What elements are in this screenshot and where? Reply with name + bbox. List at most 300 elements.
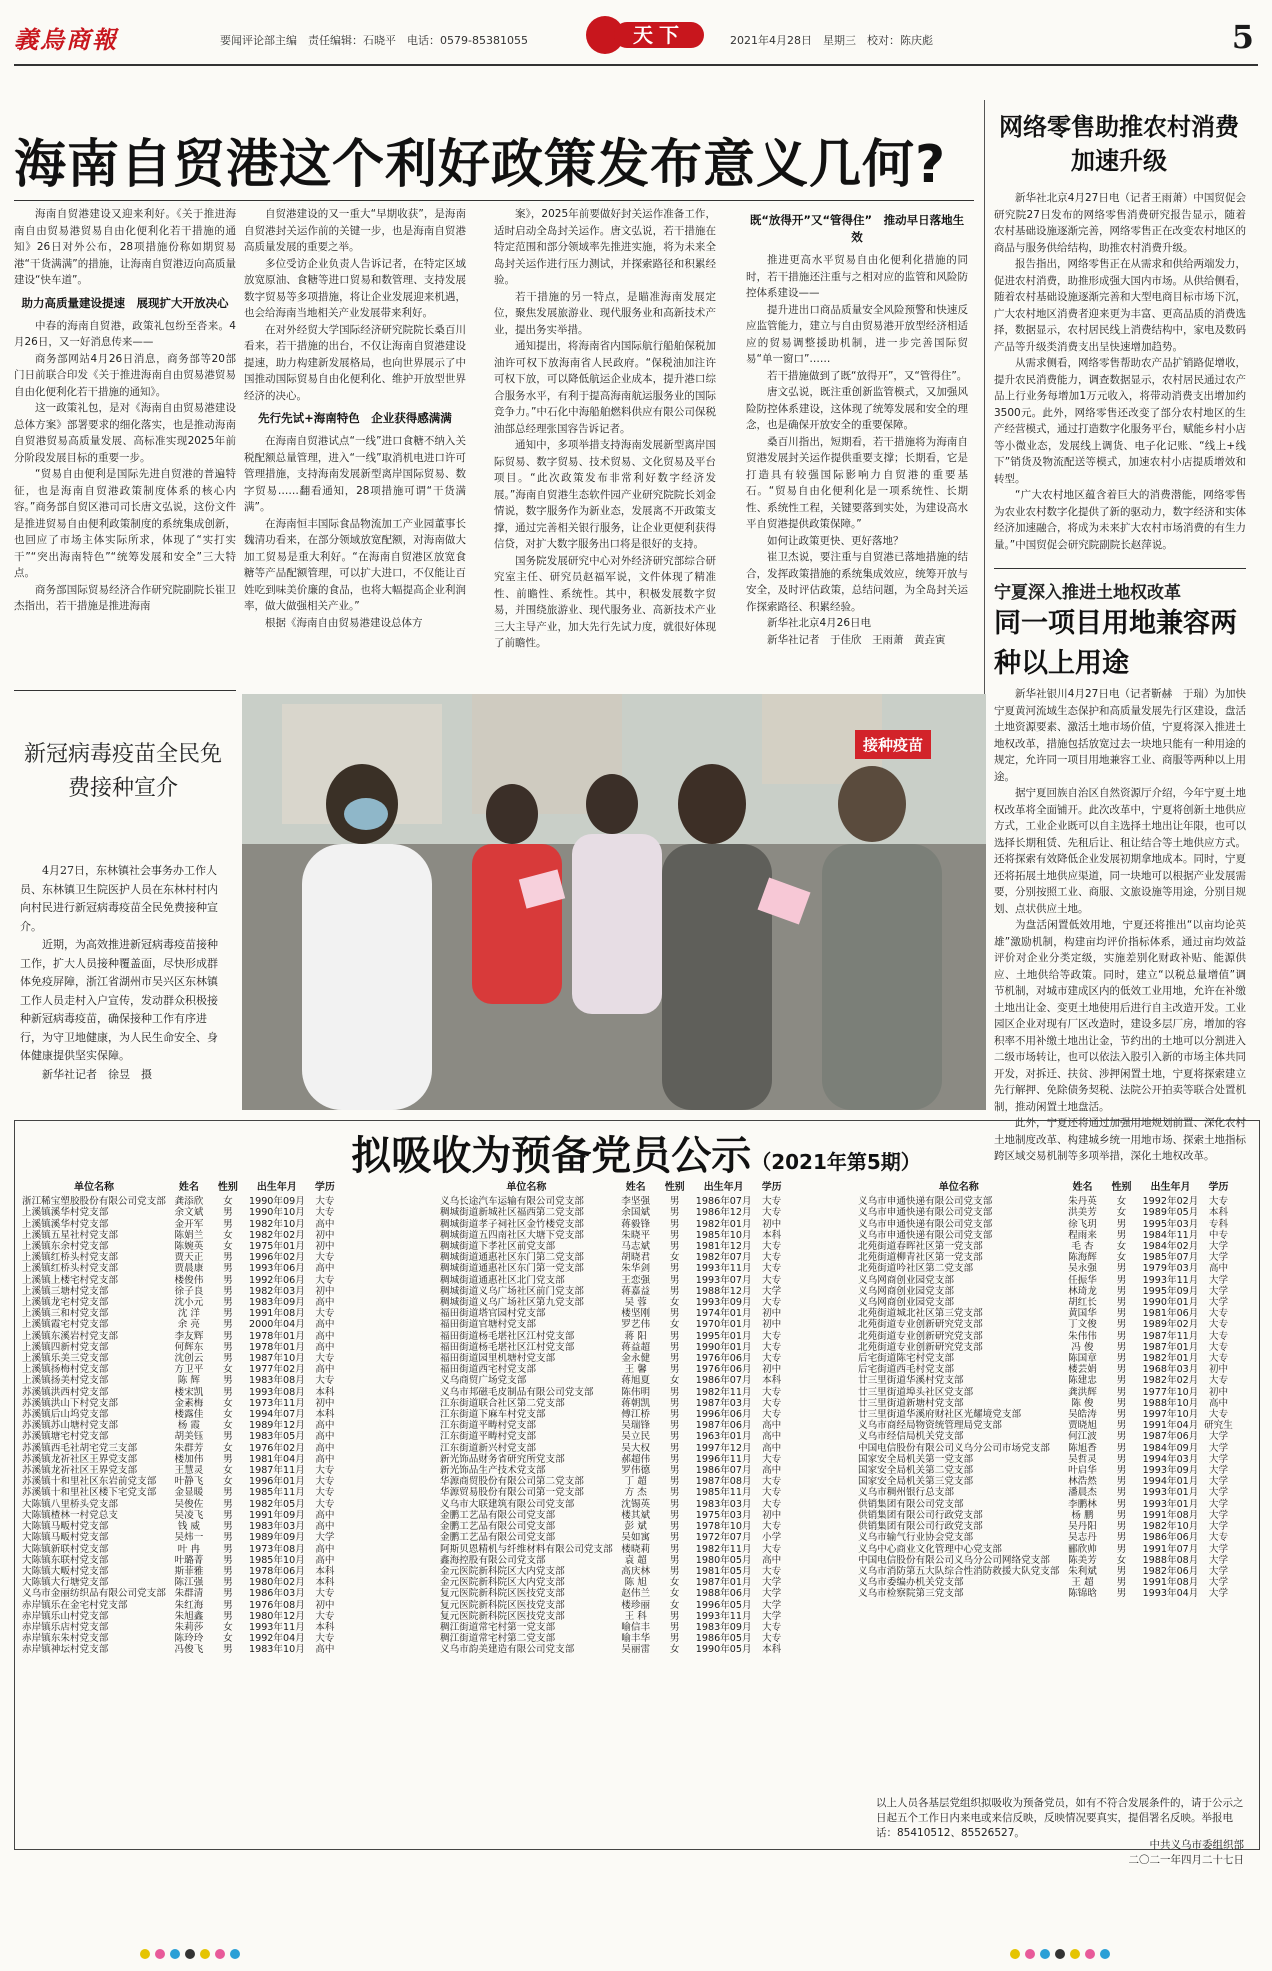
table-cell: 大学 bbox=[1208, 1453, 1229, 1465]
table-cell: 1978年06月 bbox=[249, 1565, 305, 1577]
table-cell: 陈国章 bbox=[1068, 1353, 1097, 1365]
table-cell: 男 bbox=[1116, 1498, 1127, 1510]
lead-column-3 bbox=[494, 206, 716, 686]
table-row bbox=[440, 1196, 787, 1207]
table-cell: 1985年07月 bbox=[1142, 1252, 1199, 1264]
table-cell: 1992年02月 bbox=[1142, 1196, 1199, 1208]
table-cell: 1982年10月 bbox=[1142, 1521, 1199, 1533]
table-cell: 大专 bbox=[762, 1274, 782, 1286]
table-cell: 男 bbox=[1116, 1453, 1127, 1465]
table-cell: 男 bbox=[669, 1521, 680, 1533]
table-cell: 上溪镇上楼宅村党支部 bbox=[22, 1274, 118, 1286]
table-cell: 大专 bbox=[762, 1252, 782, 1264]
table-cell: 高中 bbox=[315, 1420, 335, 1432]
table-row bbox=[22, 1353, 340, 1364]
table-cell: 1982年01月 bbox=[1142, 1353, 1199, 1365]
table-cell: 男 bbox=[669, 1565, 680, 1577]
table-row bbox=[858, 1353, 1233, 1364]
table-cell: 男 bbox=[1116, 1577, 1127, 1589]
table-cell: 男 bbox=[223, 1577, 233, 1589]
table-row bbox=[22, 1241, 340, 1252]
column-header: 姓名 bbox=[178, 1182, 199, 1193]
table-row bbox=[858, 1196, 1233, 1207]
table-cell: 大学 bbox=[315, 1532, 335, 1544]
table-cell: 楼珍丽 bbox=[621, 1599, 651, 1611]
table-cell: 朱旭鑫 bbox=[174, 1610, 204, 1622]
table-cell: 复元医院新科院区医技党支部 bbox=[440, 1588, 565, 1600]
table-cell: 男 bbox=[669, 1241, 680, 1253]
table-cell: 吴丽雷 bbox=[621, 1644, 651, 1656]
table-cell: 大专 bbox=[762, 1397, 782, 1409]
table-cell: 研究生 bbox=[1204, 1420, 1233, 1432]
paragraph: 新华社银川4月27日电（记者靳赫 于瑞）为加快宁夏黄河流域生态保护和高质量发展先行区建设，盘活土地资源要素、激活土地市场价值，宁夏将深入推进土地权改革，措施包括放宽过去一块地只能有一种用途的规定，允许同一项目用地兼容工业、商服等两种以上用途。 bbox=[994, 688, 1246, 783]
table-cell: 大专 bbox=[1208, 1308, 1229, 1320]
table-cell: 稠城街道义乌广场社区第九党支部 bbox=[440, 1297, 584, 1309]
table-row bbox=[22, 1409, 340, 1420]
table-cell: 1982年01月 bbox=[695, 1218, 752, 1230]
table-row bbox=[440, 1600, 787, 1611]
table-cell: 大陈镇东联村党支部 bbox=[22, 1554, 109, 1566]
table-cell: 男 bbox=[1116, 1274, 1127, 1286]
table-cell: 1982年10月 bbox=[249, 1218, 305, 1230]
divider bbox=[994, 568, 1246, 569]
table-cell: 方卫平 bbox=[174, 1364, 204, 1376]
table-cell: 稠城街道五四南社区大塘下党支部 bbox=[440, 1229, 584, 1241]
table-row bbox=[22, 1387, 340, 1398]
table-cell: 苏溪镇洪西村党支部 bbox=[22, 1386, 109, 1398]
table-cell: 李友辉 bbox=[174, 1330, 204, 1342]
table-cell: 男 bbox=[223, 1207, 233, 1219]
member-table-2 bbox=[440, 1182, 787, 1656]
table-cell: 1976年08月 bbox=[249, 1599, 305, 1611]
table-cell: 王慧灵 bbox=[174, 1465, 204, 1477]
table-cell: 福田街道官塘村党支部 bbox=[440, 1319, 536, 1331]
table-cell: 大学 bbox=[1208, 1521, 1229, 1533]
table-cell: 男 bbox=[669, 1353, 680, 1365]
table-cell: 大专 bbox=[762, 1297, 782, 1309]
table-row bbox=[440, 1588, 787, 1599]
table-cell: 钱 威 bbox=[177, 1521, 201, 1533]
table-cell: 林琦龙 bbox=[1068, 1285, 1097, 1297]
table-cell: 女 bbox=[223, 1409, 233, 1421]
table-row bbox=[858, 1555, 1233, 1566]
table-cell: 上溪镇五星社村党支部 bbox=[22, 1229, 118, 1241]
table-cell: 大学 bbox=[1208, 1588, 1229, 1600]
table-cell: 胡红长 bbox=[1068, 1297, 1097, 1309]
table-cell: 大学 bbox=[1208, 1577, 1229, 1589]
table-cell: 朱红海 bbox=[174, 1599, 204, 1611]
table-cell: 男 bbox=[1116, 1229, 1127, 1241]
table-row bbox=[22, 1487, 340, 1498]
column-header: 学历 bbox=[314, 1182, 335, 1193]
table-row bbox=[858, 1342, 1233, 1353]
table-cell: 女 bbox=[1116, 1196, 1127, 1208]
table-cell: 浙江稀宝塑胶股份有限公司党支部 bbox=[22, 1196, 166, 1208]
table-cell: 陈玲玲 bbox=[174, 1633, 204, 1645]
table-cell: 楼加伟 bbox=[174, 1453, 204, 1465]
table-cell: 吴 蓉 bbox=[624, 1297, 647, 1309]
column-header: 姓名 bbox=[625, 1182, 646, 1193]
table-row bbox=[22, 1465, 340, 1476]
table-cell: 大专 bbox=[1208, 1532, 1229, 1544]
land-headline: 同一项目用地兼容两种以上用途 bbox=[994, 608, 1237, 679]
color-bar-right bbox=[1010, 1944, 1115, 1958]
table-cell: 吴永强 bbox=[1068, 1263, 1097, 1275]
table-row bbox=[440, 1465, 787, 1476]
table-cell: 男 bbox=[1116, 1509, 1127, 1521]
table-row bbox=[440, 1611, 787, 1622]
table-cell: 陈伟明 bbox=[621, 1386, 651, 1398]
table-row bbox=[22, 1297, 340, 1308]
table-cell: 新光饰品生产技术党支部 bbox=[440, 1465, 546, 1477]
table-cell: 陈婉英 bbox=[174, 1241, 204, 1253]
table-row bbox=[22, 1263, 340, 1274]
table-cell: 男 bbox=[223, 1375, 233, 1387]
table-cell: 大学 bbox=[762, 1285, 782, 1297]
table-cell: 傅江桥 bbox=[621, 1409, 651, 1421]
table-row bbox=[440, 1577, 787, 1588]
table-cell: 男 bbox=[669, 1442, 680, 1454]
land-body bbox=[994, 686, 1246, 1162]
table-cell: 复元医院新科院区医技党支部 bbox=[440, 1610, 565, 1622]
table-cell: 1972年07月 bbox=[695, 1532, 752, 1544]
table-cell: 大专 bbox=[1208, 1341, 1229, 1353]
paragraph: 通知中，多项举措支持海南发展新型离岸国际贸易、数字贸易、技术贸易、文化贸易及平台项目。“此次政策发布非常利好数字经济发展。”海南自贸港生态软件园产业研究院院长刘金情说，数字服务作为新业态，发展离不开政策支撑，通过完善相关银行服务，让企业更便利获得信贷，对扩大数字服务出口将是很好的支持。 bbox=[494, 439, 716, 550]
table-cell: 1987年01月 bbox=[695, 1577, 752, 1589]
table-cell: 男 bbox=[669, 1285, 680, 1297]
table-cell: 高中 bbox=[315, 1442, 335, 1454]
table-cell: 1986年06月 bbox=[1142, 1532, 1199, 1544]
table-cell: 女 bbox=[669, 1644, 680, 1656]
table-cell: 大专 bbox=[762, 1487, 782, 1499]
table-cell: 女 bbox=[223, 1621, 233, 1633]
table-cell: 阿斯贝恩精机与纤维材料有限公司党支部 bbox=[440, 1543, 613, 1555]
paragraph: 在对外经贸大学国际经济研究院院长桑百川看来，若干措施的出台，不仅让海南自贸港建设提速，助力构建新发展格局，也向世界展示了中国推动国际贸易自由化便利化、维护开放型世界经济的决心。 bbox=[244, 323, 466, 402]
table-cell: 男 bbox=[669, 1308, 680, 1320]
table-cell: 程雨来 bbox=[1068, 1229, 1097, 1241]
table-row bbox=[440, 1297, 787, 1308]
table-cell: 1984年11月 bbox=[1142, 1229, 1199, 1241]
table-cell: 胡晓君 bbox=[621, 1252, 651, 1264]
table-row bbox=[22, 1476, 340, 1487]
table-cell: 女 bbox=[669, 1297, 680, 1309]
table-cell: 1988年12月 bbox=[695, 1285, 752, 1297]
table-row bbox=[22, 1521, 340, 1532]
table-cell: 男 bbox=[223, 1588, 233, 1600]
table-cell: 大专 bbox=[1208, 1409, 1229, 1421]
table-cell: 义乌网商创业园党支部 bbox=[858, 1285, 954, 1297]
paragraph: 根据《海南自由贸易港建设总体方 bbox=[265, 616, 423, 629]
table-cell: 1996年02月 bbox=[249, 1252, 305, 1264]
table-cell: 稠城街道义乌广场社区前门党支部 bbox=[440, 1285, 584, 1297]
table-cell: 上溪镇扬美村党支部 bbox=[22, 1375, 109, 1387]
table-cell: 北苑街道专业创新研究党支部 bbox=[858, 1330, 983, 1342]
table-cell: 大学 bbox=[1208, 1476, 1229, 1488]
table-cell: 上溪镇东余村党支部 bbox=[22, 1241, 109, 1253]
table-cell: 男 bbox=[669, 1218, 680, 1230]
table-row bbox=[858, 1387, 1233, 1398]
table-row bbox=[440, 1476, 787, 1487]
table-cell: 后宅街道陈宅村党支部 bbox=[858, 1353, 954, 1365]
table-row bbox=[858, 1431, 1233, 1442]
column-header: 姓名 bbox=[1072, 1182, 1093, 1193]
table-cell: 男 bbox=[669, 1476, 680, 1488]
table-cell: 1970年01月 bbox=[695, 1319, 752, 1331]
table-cell: 男 bbox=[1116, 1218, 1127, 1230]
table-cell: 1968年03月 bbox=[1142, 1364, 1199, 1376]
table-row bbox=[22, 1196, 340, 1207]
table-row bbox=[858, 1420, 1233, 1431]
table-cell: 女 bbox=[223, 1465, 233, 1477]
table-cell: 男 bbox=[223, 1353, 233, 1365]
editor-info: 要闻评论部主编 责任编辑：石晓平 电话：0579-85381055 bbox=[220, 34, 528, 47]
table-cell: 任振华 bbox=[1068, 1274, 1097, 1286]
table-row bbox=[858, 1308, 1233, 1319]
table-cell: 初中 bbox=[315, 1229, 335, 1241]
table-cell: 1996年11月 bbox=[695, 1453, 752, 1465]
table-cell: 苏溪镇十和里社区楼下宅党支部 bbox=[22, 1487, 157, 1499]
table-cell: 上溪镇溪华村党支部 bbox=[22, 1218, 109, 1230]
table-row bbox=[858, 1263, 1233, 1274]
table-cell: 金素梅 bbox=[174, 1397, 204, 1409]
column-header: 学历 bbox=[761, 1182, 782, 1193]
table-cell: 大陈镇楂林一村党总支 bbox=[22, 1509, 118, 1521]
table-cell: 叶启华 bbox=[1068, 1465, 1097, 1477]
table-cell: 男 bbox=[1116, 1431, 1127, 1443]
table-cell: 1993年09月 bbox=[1142, 1465, 1199, 1477]
table-cell: 袁 超 bbox=[624, 1554, 647, 1566]
table-row bbox=[22, 1308, 340, 1319]
table-cell: 男 bbox=[1116, 1285, 1127, 1297]
paragraph: 商务部网站4月26日消息，商务部等20部门日前联合印发《关于推进海南自由贸易港贸易自由化便利化若干措施的通知》。 bbox=[14, 352, 236, 398]
table-cell: 大专 bbox=[315, 1207, 335, 1219]
table-cell: 大专 bbox=[1208, 1353, 1229, 1365]
table-cell: 沈锡英 bbox=[621, 1498, 651, 1510]
table-cell: 大专 bbox=[762, 1521, 782, 1533]
table-cell: 1987年11月 bbox=[249, 1465, 305, 1477]
divider bbox=[14, 200, 974, 201]
table-cell: 陈江强 bbox=[174, 1577, 204, 1589]
column-header: 出生年月 bbox=[703, 1182, 744, 1193]
table-cell: 贾晨康 bbox=[174, 1263, 204, 1275]
table-cell: 陈建忠 bbox=[1068, 1375, 1097, 1387]
table-cell: 叶璐菁 bbox=[174, 1554, 204, 1566]
table-cell: 林浩然 bbox=[1068, 1476, 1097, 1488]
table-cell: 女 bbox=[669, 1375, 680, 1387]
table-cell: 赤岸镇乐在金宅村党支部 bbox=[22, 1599, 128, 1611]
table-cell: 1987年06月 bbox=[695, 1420, 752, 1432]
column-header: 学历 bbox=[1208, 1182, 1229, 1193]
table-cell: 1976年06月 bbox=[695, 1364, 752, 1376]
table-cell: 楼露佳 bbox=[174, 1409, 204, 1421]
table-cell: 稠城街道通惠社区东门第一党支部 bbox=[440, 1263, 584, 1275]
table-cell: 大学 bbox=[1208, 1565, 1229, 1577]
table-cell: 女 bbox=[223, 1442, 233, 1454]
table-cell: 1983年09月 bbox=[695, 1621, 752, 1633]
table-cell: 沈 洋 bbox=[177, 1308, 201, 1320]
table-row bbox=[22, 1588, 340, 1599]
table-header bbox=[440, 1182, 787, 1196]
table-cell: 1982年02月 bbox=[1142, 1375, 1199, 1387]
table-row bbox=[440, 1398, 787, 1409]
table-row bbox=[858, 1241, 1233, 1252]
table-row bbox=[858, 1487, 1233, 1498]
table-cell: 大学 bbox=[1208, 1442, 1229, 1454]
table-cell: 罗艺伟 bbox=[621, 1319, 651, 1331]
table-cell: 1987年10月 bbox=[249, 1353, 305, 1365]
table-cell: 大学 bbox=[1208, 1487, 1229, 1499]
table-cell: 李坚强 bbox=[621, 1196, 651, 1208]
table-cell: 大陈镇大行塘党支部 bbox=[22, 1577, 109, 1589]
table-cell: 大专 bbox=[762, 1621, 782, 1633]
paragraph: 案》，2025年前要做好封关运作准备工作，适时启动全岛封关运作。唐文弘说，若干措施在特定范围和部分领域率先推进实施，将为未来全岛封关运作进行压力测试，并探索路径和积累经验。 bbox=[494, 208, 716, 286]
table-cell: 义乌中心商业文化管理中心党支部 bbox=[858, 1543, 1002, 1555]
table-cell: 1993年07月 bbox=[695, 1274, 752, 1286]
table-cell: 1973年11月 bbox=[249, 1397, 305, 1409]
table-cell: 小学 bbox=[762, 1532, 782, 1544]
paragraph: 如何让政策更快、更好落地？ bbox=[767, 534, 904, 547]
table-cell: 男 bbox=[669, 1621, 680, 1633]
table-cell: 1975年03月 bbox=[695, 1509, 752, 1521]
table-cell: 大学 bbox=[1208, 1509, 1229, 1521]
table-cell: 男 bbox=[223, 1319, 233, 1331]
table-cell: 女 bbox=[223, 1420, 233, 1432]
table-row bbox=[858, 1219, 1233, 1230]
table-cell: 1977年10月 bbox=[1142, 1386, 1199, 1398]
table-cell: 洪美芳 bbox=[1068, 1207, 1097, 1219]
paragraph: 从需求侧看，网络零售帮助农产品扩销路促增收，提升农民消费能力，调查数据显示，农村居民通过农产品上行业务每增加1万元收入，将带动消费支出增加约3500元。此外，网络零售还改变了部分农村地区的生产经营模式，通过打造数字化服务平台，赋能乡村小店等小微业态，发展线上调货、电子化记账、“线上+线下”销货及物流配送等模式，加速农村小店提质增效和转型。 bbox=[994, 357, 1246, 485]
table-cell: 吴凌飞 bbox=[174, 1509, 204, 1521]
table-cell: 大专 bbox=[315, 1252, 335, 1264]
table-cell: 义乌市输气行业协会党支部 bbox=[858, 1532, 974, 1544]
table-cell: 陈海辉 bbox=[1068, 1252, 1097, 1264]
subheading: 既“放得开”又“管得住” 推动早日落地生效 bbox=[749, 213, 965, 244]
table-cell: 1991年08月 bbox=[1142, 1577, 1199, 1589]
table-row bbox=[440, 1633, 787, 1644]
table-row bbox=[440, 1622, 787, 1633]
table-row bbox=[440, 1252, 787, 1263]
table-cell: 1985年10月 bbox=[249, 1554, 305, 1566]
table-cell: 朱群清 bbox=[174, 1588, 204, 1600]
table-cell: 高中 bbox=[1208, 1397, 1229, 1409]
table-cell: 上溪镇东溪岩村党支部 bbox=[22, 1330, 118, 1342]
table-row bbox=[440, 1521, 787, 1532]
table-cell: 稠城街道通惠社区北门党支部 bbox=[440, 1274, 565, 1286]
table-row bbox=[858, 1275, 1233, 1286]
table-cell: 大专 bbox=[315, 1353, 335, 1365]
table-cell: 陈美芳 bbox=[1068, 1554, 1097, 1566]
table-cell: 杨 霞 bbox=[177, 1420, 201, 1432]
table-row bbox=[440, 1387, 787, 1398]
paragraph: 自贸港建设的又一重大“早期收获”，是海南自贸港封关运作前的关键一步，也是海南自贸港高质量发展的重要之举。 bbox=[244, 208, 466, 253]
table-cell: 王 科 bbox=[624, 1610, 647, 1622]
table-cell: 本科 bbox=[315, 1409, 335, 1421]
table-cell: 大专 bbox=[315, 1375, 335, 1387]
table-row bbox=[858, 1532, 1233, 1543]
table-cell: 大专 bbox=[762, 1565, 782, 1577]
table-cell: 男 bbox=[669, 1207, 680, 1219]
paragraph: 中春的海南自贸港，政策礼包纷至沓来。4月26日，又一好消息传来—— bbox=[14, 319, 236, 348]
table-cell: 男 bbox=[1116, 1308, 1127, 1320]
table-cell: 男 bbox=[1116, 1341, 1127, 1353]
table-cell: 江东街道联合社区第二党支部 bbox=[440, 1397, 565, 1409]
table-cell: 1990年05月 bbox=[695, 1644, 752, 1656]
table-cell: 毛 杏 bbox=[1071, 1241, 1094, 1253]
page-number: 5 bbox=[1231, 18, 1254, 56]
table-cell: 1978年01月 bbox=[249, 1341, 305, 1353]
table-cell: 大专 bbox=[315, 1487, 335, 1499]
table-cell: 大陈镇新联村党支部 bbox=[22, 1543, 109, 1555]
table-cell: 男 bbox=[223, 1599, 233, 1611]
table-cell: 苏溪镇苏山塘村党支部 bbox=[22, 1420, 118, 1432]
table-cell: 蒋旭夏 bbox=[621, 1375, 651, 1387]
table-cell: 男 bbox=[1116, 1476, 1127, 1488]
table-row bbox=[858, 1409, 1233, 1420]
table-cell: 高中 bbox=[315, 1509, 335, 1521]
table-cell: 女 bbox=[669, 1599, 680, 1611]
divider bbox=[14, 690, 236, 691]
table-cell: 男 bbox=[669, 1263, 680, 1275]
table-cell: 大专 bbox=[315, 1274, 335, 1286]
notice-subtitle: （2021年第5期） bbox=[751, 1150, 921, 1174]
table-cell: 女 bbox=[1116, 1207, 1127, 1219]
table-cell: 廿三里街道埠头社区党支部 bbox=[858, 1386, 974, 1398]
table-cell: 蒋嘉益 bbox=[621, 1285, 651, 1297]
table-cell: 苏溪镇洪山下村党支部 bbox=[22, 1397, 118, 1409]
table-cell: 楼俊伟 bbox=[174, 1274, 204, 1286]
table-cell: 女 bbox=[223, 1196, 233, 1208]
table-cell: 义乌网商创业园党支部 bbox=[858, 1297, 954, 1309]
table-cell: 1984年09月 bbox=[1142, 1442, 1199, 1454]
issue-date: 2021年4月28日 星期三 校对：陈庆彪 bbox=[730, 34, 933, 47]
table-cell: 1997年10月 bbox=[1142, 1409, 1199, 1421]
table-cell: 喻丰华 bbox=[621, 1633, 651, 1645]
table-cell: 大专 bbox=[1208, 1330, 1229, 1342]
table-cell: 陈娟兰 bbox=[174, 1229, 204, 1241]
table-cell: 本科 bbox=[315, 1565, 335, 1577]
table-cell: 朱伟伟 bbox=[1068, 1330, 1097, 1342]
table-cell: 鑫海控股有限公司党支部 bbox=[440, 1554, 546, 1566]
table-cell: 江东街道平畴村党支部 bbox=[440, 1420, 536, 1432]
table-cell: 男 bbox=[223, 1308, 233, 1320]
table-cell: 大学 bbox=[1208, 1554, 1229, 1566]
table-cell: 女 bbox=[1116, 1252, 1127, 1264]
table-cell: 男 bbox=[223, 1543, 233, 1555]
table-row bbox=[440, 1644, 787, 1655]
table-cell: 大学 bbox=[1208, 1241, 1229, 1253]
table-cell: 高中 bbox=[762, 1431, 782, 1443]
table-cell: 女 bbox=[223, 1241, 233, 1253]
section-label: 天下 bbox=[614, 22, 704, 48]
table-cell: 徐飞玥 bbox=[1068, 1218, 1097, 1230]
table-cell: 福田街道杨毛堪社区江村党支部 bbox=[440, 1330, 575, 1342]
table-cell: 北苑街道春晖社区第一党支部 bbox=[858, 1241, 983, 1253]
table-cell: 高中 bbox=[315, 1341, 335, 1353]
table-row bbox=[858, 1230, 1233, 1241]
table-cell: 北苑街道专业创新研究党支部 bbox=[858, 1341, 983, 1353]
table-cell: 1980年05月 bbox=[695, 1554, 752, 1566]
table-row bbox=[22, 1443, 340, 1454]
table-row bbox=[440, 1431, 787, 1442]
table-cell: 陈旭香 bbox=[1068, 1442, 1097, 1454]
table-row bbox=[858, 1499, 1233, 1510]
masthead bbox=[14, 14, 1258, 66]
table-cell: 义乌市申通快递有限公司党支部 bbox=[858, 1196, 993, 1208]
table-cell: 大专 bbox=[315, 1308, 335, 1320]
table-cell: 1981年05月 bbox=[695, 1565, 752, 1577]
table-header bbox=[22, 1182, 340, 1196]
table-cell: 1991年04月 bbox=[1142, 1420, 1199, 1432]
